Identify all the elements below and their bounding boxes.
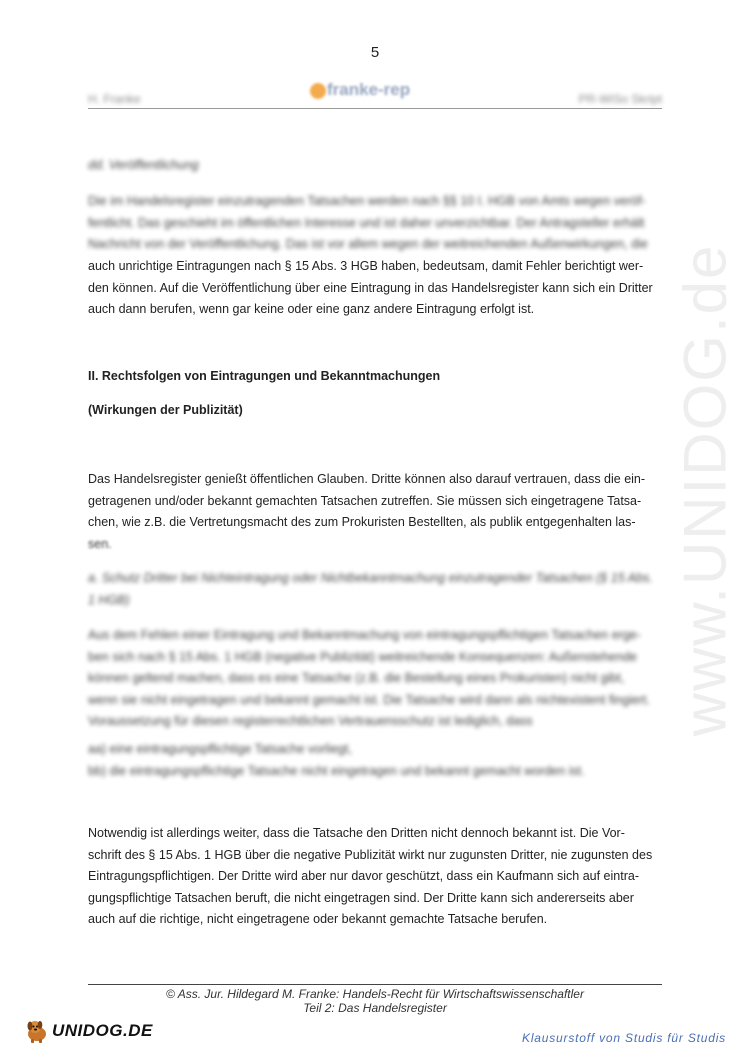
text-line: 1 HGB) bbox=[88, 592, 130, 607]
logo-mark-icon bbox=[310, 83, 326, 99]
text-line: Eintragungspflichtigen. Der Dritte wird aber nur davor geschützt, dass ein Kaufmann sich auf eintra- bbox=[88, 869, 639, 883]
subsection-title bbox=[88, 568, 663, 611]
condition-list bbox=[88, 739, 663, 782]
text-line: den können. Auf die Veröffentlichung über eine Eintragung in das Handelsregister kann sich ein Dritter bbox=[88, 280, 653, 295]
footer-tagline: Klausurstoff von Studis für Studis bbox=[522, 1031, 726, 1045]
final-paragraph bbox=[88, 823, 663, 931]
watermark: www.UNIDOG.de bbox=[671, 243, 739, 737]
header-logo bbox=[310, 80, 410, 100]
intro-subheading: dd. Veröffentlichung bbox=[88, 158, 199, 172]
text-line: getragenen und/oder bekannt gemachten Tatsachen zutreffen. Sie müssen sich eingetragene Tatsa- bbox=[88, 493, 642, 508]
section-heading: II. Rechtsfolgen von Eintragungen und Bekanntmachungen bbox=[88, 369, 441, 383]
text-line: Die im Handelsregister einzutragenden Tatsachen werden nach §§ 10 I. HGB von Amts wegen veröf- bbox=[88, 194, 646, 208]
intro-paragraph bbox=[88, 256, 663, 321]
header-doc-title: PR-WiSo Skript bbox=[578, 92, 662, 106]
text-line: ben sich nach § 15 Abs. 1 HGB (negative Publizität) weitreichende Konsequenzen: Außenstehende bbox=[88, 649, 637, 664]
text-line: sen. bbox=[88, 536, 112, 551]
brand-name: UNIDOG.DE bbox=[52, 1021, 153, 1040]
page-number: 5 bbox=[370, 44, 380, 61]
text-line: Voraussetzung für diesen registerrechtlichen Vertrauensschutz ist lediglich, dass bbox=[88, 714, 533, 728]
text-line: auch auf die richtige, nicht eingetragene oder bekannt gemachte Tatsache berufen. bbox=[88, 912, 548, 926]
footer-divider bbox=[88, 984, 662, 985]
text-line: schrift des § 15 Abs. 1 HGB über die negative Publizität wirkt nur zugunsten Dritter, nie zugunsten des bbox=[88, 847, 653, 862]
logo-text: franke-rep bbox=[327, 80, 411, 99]
text-line: können geltend machen, dass es eine Tatsache (z.B. die Bestellung eines Prokuristen) nicht gibt, bbox=[88, 671, 625, 685]
section-subheading: (Wirkungen der Publizität) bbox=[88, 403, 243, 417]
subsection-paragraph bbox=[88, 625, 663, 733]
footer-copyright: © Ass. Jur. Hildegard M. Franke: Handels-Recht für Wirtschaftswissenschaftler bbox=[166, 987, 584, 1001]
header-divider bbox=[88, 108, 662, 109]
text-line: Notwendig ist allerdings weiter, dass die Tatsache den Dritten nicht dennoch bekannt ist. Die Vor- bbox=[88, 826, 625, 840]
text-line: Aus dem Fehlen einer Eintragung und Bekanntmachung von eintragungspflichtigen Tatsachen erge- bbox=[88, 628, 641, 642]
section-paragraph bbox=[88, 469, 663, 555]
dog-icon bbox=[24, 1018, 50, 1044]
text-line: chen, wie z.B. die Vertretungsmacht des zum Prokuristen Bestellten, als publik entgegenhalten las- bbox=[88, 515, 636, 529]
header-author: H. Franke bbox=[88, 92, 141, 106]
text-line: a. Schutz Dritter bei Nichteintragung oder Nichtbekanntmachung einzutragender Tatsachen (§ 15 Abs. bbox=[88, 571, 653, 585]
text-line: Nachricht von der Veröffentlichung. Das ist vor allem wegen der weitreichenden Außenwirkungen, die bbox=[88, 237, 648, 251]
text-line: auch dann berufen, wenn gar keine oder eine ganz andere Eintragung erfolgt ist. bbox=[88, 302, 535, 316]
text-line: gungspflichtige Tatsachen beruft, die nicht eingetragen sind. Der Dritte kann sich andererseits aber bbox=[88, 890, 634, 905]
text-line: auch unrichtige Eintragungen nach § 15 Abs. 3 HGB haben, bedeutsam, damit Fehler berichtigt wer- bbox=[88, 259, 644, 273]
brand-logo bbox=[24, 1018, 153, 1044]
text-line: fentlicht. Das geschieht im öffentlichen Interesse und ist daher unverzichtbar. Der Antragsteller erhält bbox=[88, 215, 645, 230]
list-item: bb) die eintragungspflichtige Tatsache nicht eingetragen und bekannt gemacht worden ist. bbox=[88, 763, 585, 778]
text-line: wenn sie nicht eingetragen und bekannt gemacht ist. Die Tatsache wird dann als nichtexistent fingiert. bbox=[88, 692, 650, 707]
list-item: aa) eine eintragungspflichtige Tatsache vorliegt, bbox=[88, 742, 352, 756]
intro-blurred-text bbox=[88, 191, 663, 256]
text-line: Das Handelsregister genießt öffentlichen Glauben. Dritte können also darauf vertrauen, dass die ein- bbox=[88, 472, 646, 486]
footer-part-title: Teil 2: Das Handelsregister bbox=[303, 1001, 447, 1015]
